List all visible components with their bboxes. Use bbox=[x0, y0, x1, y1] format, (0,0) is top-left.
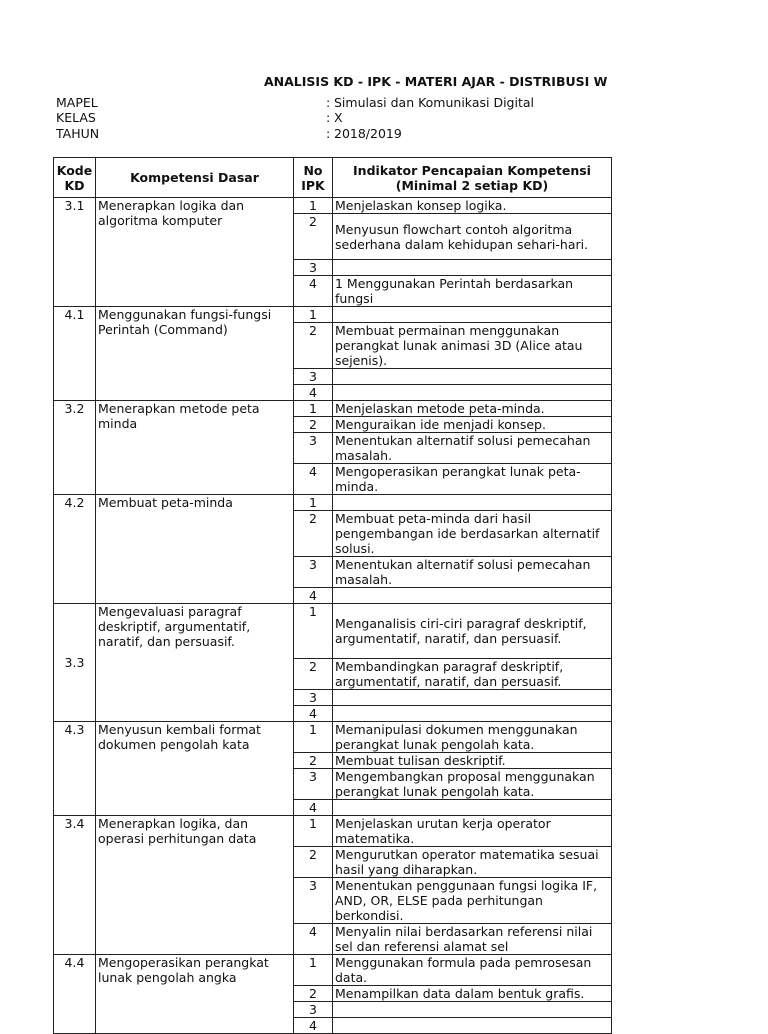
no-ipk-cell: 1 bbox=[294, 604, 333, 659]
kode-kd-cell: 4.3 bbox=[54, 722, 96, 816]
indikator-cell bbox=[333, 495, 612, 511]
meta-label: KELAS bbox=[56, 110, 96, 125]
indikator-cell bbox=[333, 706, 612, 722]
no-ipk-cell: 4 bbox=[294, 276, 333, 307]
kompetensi-dasar-cell: Menerapkan metode peta minda bbox=[96, 401, 294, 495]
kompetensi-dasar-cell: Menerapkan logika, dan operasi perhitungan data bbox=[96, 816, 294, 955]
no-ipk-cell: 1 bbox=[294, 495, 333, 511]
no-ipk-cell: 2 bbox=[294, 214, 333, 260]
indikator-cell: Menjelaskan urutan kerja operator matematika. bbox=[333, 816, 612, 847]
indikator-cell: Mengembangkan proposal menggunakan perangkat lunak pengolah kata. bbox=[333, 769, 612, 800]
header-kode: Kode KD bbox=[54, 158, 96, 198]
no-ipk-cell: 1 bbox=[294, 955, 333, 986]
document-title: ANALISIS KD - IPK - MATERI AJAR - DISTRIBUSI W bbox=[264, 74, 608, 89]
indikator-cell bbox=[333, 1018, 612, 1034]
table-row bbox=[54, 604, 612, 659]
indikator-cell: Membuat tulisan deskriptif. bbox=[333, 753, 612, 769]
header-indikator: Indikator Pencapaian Kompetensi (Minimal 2 setiap KD) bbox=[333, 158, 612, 198]
meta-colon: : bbox=[326, 126, 331, 141]
kompetensi-dasar-cell: Menggunakan fungsi-fungsi Perintah (Command) bbox=[96, 307, 294, 401]
no-ipk-cell: 1 bbox=[294, 401, 333, 417]
no-ipk-cell: 3 bbox=[294, 557, 333, 588]
no-ipk-cell: 4 bbox=[294, 1018, 333, 1034]
no-ipk-cell: 4 bbox=[294, 706, 333, 722]
indikator-cell: Menyalin nilai berdasarkan referensi nilai sel dan referensi alamat sel bbox=[333, 924, 612, 955]
no-ipk-cell: 3 bbox=[294, 260, 333, 276]
kode-kd-cell: 3.1 bbox=[54, 198, 96, 307]
no-ipk-cell: 1 bbox=[294, 198, 333, 214]
no-ipk-cell: 4 bbox=[294, 464, 333, 495]
indikator-cell bbox=[333, 1002, 612, 1018]
table-row bbox=[54, 198, 612, 214]
table-row bbox=[54, 307, 612, 323]
indikator-cell: Membandingkan paragraf deskriptif, argumentatif, naratif, dan persuasif. bbox=[333, 659, 612, 690]
kompetensi-dasar-cell: Menerapkan logika dan algoritma komputer bbox=[96, 198, 294, 307]
kompetensi-dasar-cell: Mengoperasikan perangkat lunak pengolah angka bbox=[96, 955, 294, 1034]
no-ipk-cell: 3 bbox=[294, 1002, 333, 1018]
kompetensi-dasar-cell: Membuat peta-minda bbox=[96, 495, 294, 604]
meta-label: MAPEL bbox=[56, 95, 98, 110]
no-ipk-cell: 4 bbox=[294, 588, 333, 604]
indikator-cell: Menentukan alternatif solusi pemecahan masalah. bbox=[333, 557, 612, 588]
no-ipk-cell: 2 bbox=[294, 847, 333, 878]
header-kompetensi-dasar: Kompetensi Dasar bbox=[96, 158, 294, 198]
indikator-cell: 1 Menggunakan Perintah berdasarkan fungsi bbox=[333, 276, 612, 307]
meta-value: 2018/2019 bbox=[334, 126, 402, 141]
no-ipk-cell: 4 bbox=[294, 800, 333, 816]
indikator-cell bbox=[333, 690, 612, 706]
indikator-cell bbox=[333, 260, 612, 276]
kompetensi-dasar-cell: Menyusun kembali format dokumen pengolah kata bbox=[96, 722, 294, 816]
indikator-cell bbox=[333, 307, 612, 323]
indikator-cell: Menjelaskan metode peta-minda. bbox=[333, 401, 612, 417]
indikator-cell bbox=[333, 385, 612, 401]
indikator-cell: Memanipulasi dokumen menggunakan perangkat lunak pengolah kata. bbox=[333, 722, 612, 753]
table-row bbox=[54, 401, 612, 417]
no-ipk-cell: 3 bbox=[294, 369, 333, 385]
no-ipk-cell: 2 bbox=[294, 511, 333, 557]
no-ipk-cell: 3 bbox=[294, 433, 333, 464]
meta-colon: : bbox=[326, 110, 331, 125]
kd-ipk-table bbox=[53, 157, 612, 1034]
no-ipk-cell: 4 bbox=[294, 385, 333, 401]
no-ipk-cell: 3 bbox=[294, 769, 333, 800]
no-ipk-cell: 1 bbox=[294, 307, 333, 323]
no-ipk-cell: 4 bbox=[294, 924, 333, 955]
no-ipk-cell: 2 bbox=[294, 659, 333, 690]
indikator-cell: Membuat peta-minda dari hasil pengembangan ide berdasarkan alternatif solusi. bbox=[333, 511, 612, 557]
indikator-cell: Membuat permainan menggunakan perangkat lunak animasi 3D (Alice atau sejenis). bbox=[333, 323, 612, 369]
no-ipk-cell: 1 bbox=[294, 722, 333, 753]
indikator-cell bbox=[333, 588, 612, 604]
indikator-cell: Menentukan alternatif solusi pemecahan masalah. bbox=[333, 433, 612, 464]
indikator-cell: Menampilkan data dalam bentuk grafis. bbox=[333, 986, 612, 1002]
kode-kd-cell: 3.3 bbox=[54, 604, 96, 722]
no-ipk-cell: 2 bbox=[294, 753, 333, 769]
indikator-cell: Menentukan penggunaan fungsi logika IF, AND, OR, ELSE pada perhitungan berkondisi. bbox=[333, 878, 612, 924]
kompetensi-dasar-cell: Mengevaluasi paragraf deskriptif, argumentatif, naratif, dan persuasif. bbox=[96, 604, 294, 722]
no-ipk-cell: 3 bbox=[294, 690, 333, 706]
no-ipk-cell: 2 bbox=[294, 417, 333, 433]
indikator-cell bbox=[333, 800, 612, 816]
meta-colon: : bbox=[326, 95, 331, 110]
table-row bbox=[54, 722, 612, 753]
table-header-row bbox=[54, 158, 612, 198]
indikator-cell: Menjelaskan konsep logika. bbox=[333, 198, 612, 214]
table-row bbox=[54, 955, 612, 986]
meta-value: X bbox=[334, 110, 343, 125]
kode-kd-cell: 4.4 bbox=[54, 955, 96, 1034]
indikator-cell: Mengurutkan operator matematika sesuai hasil yang diharapkan. bbox=[333, 847, 612, 878]
header-no-ipk: No IPK bbox=[294, 158, 333, 198]
table-row bbox=[54, 495, 612, 511]
no-ipk-cell: 3 bbox=[294, 878, 333, 924]
kode-kd-cell: 4.1 bbox=[54, 307, 96, 401]
kode-kd-cell: 3.2 bbox=[54, 401, 96, 495]
indikator-cell: Mengoperasikan perangkat lunak peta-minda. bbox=[333, 464, 612, 495]
table-row bbox=[54, 816, 612, 847]
no-ipk-cell: 2 bbox=[294, 986, 333, 1002]
indikator-cell bbox=[333, 369, 612, 385]
indikator-cell: Menganalisis ciri-ciri paragraf deskriptif, argumentatif, naratif, dan persuasif. bbox=[333, 604, 612, 659]
kode-kd-cell: 3.4 bbox=[54, 816, 96, 955]
meta-label: TAHUN bbox=[56, 126, 100, 141]
indikator-cell: Menguraikan ide menjadi konsep. bbox=[333, 417, 612, 433]
kode-kd-cell: 4.2 bbox=[54, 495, 96, 604]
indikator-cell: Menyusun flowchart contoh algoritma sederhana dalam kehidupan sehari-hari. bbox=[333, 214, 612, 260]
no-ipk-cell: 1 bbox=[294, 816, 333, 847]
no-ipk-cell: 2 bbox=[294, 323, 333, 369]
indikator-cell: Menggunakan formula pada pemrosesan data. bbox=[333, 955, 612, 986]
meta-value: Simulasi dan Komunikasi Digital bbox=[334, 95, 534, 110]
